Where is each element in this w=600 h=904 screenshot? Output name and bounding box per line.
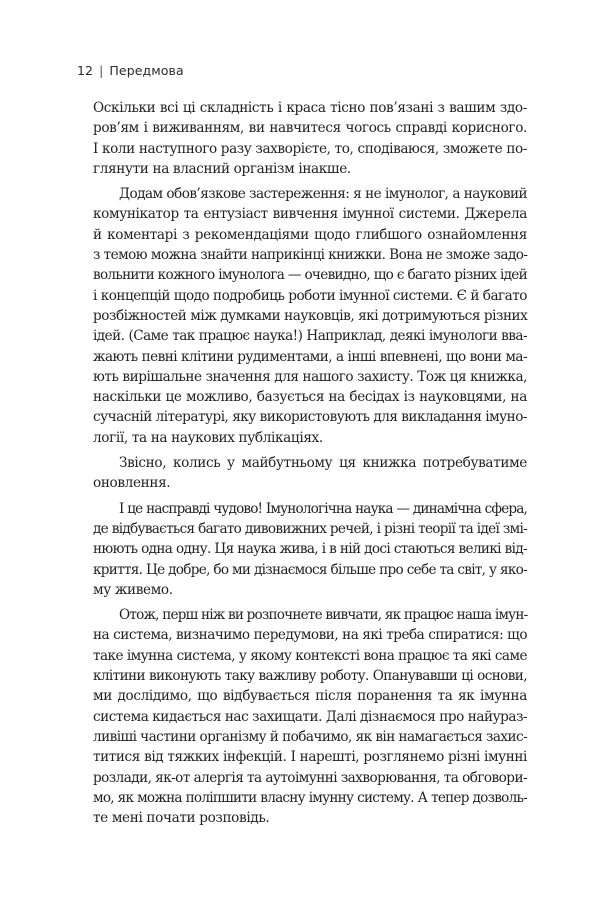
text-line: глянути на власний організм інакше.: [93, 160, 351, 177]
text-line: І це насправді чудово! Імунологічна наука — динамічна сфера,: [119, 500, 527, 517]
text-line: розбіжностей між думками науковців, які дотримуються різних: [93, 307, 528, 324]
text-line: ми дослідимо, що відбувається після поранення та як імунна: [93, 688, 527, 705]
body-text: [93, 98, 527, 833]
section-title: Передмова: [109, 63, 184, 78]
text-line: криття. Це добре, бо ми дізнаємося більше про себе та світ, у яко-: [93, 561, 527, 578]
paragraph: [93, 499, 527, 600]
text-line: вольнити кожного імунолога — очевидно, що є багато різних ідей: [93, 267, 527, 284]
text-line: логії, та на наукових публікаціях.: [93, 429, 323, 446]
text-line: Додам обов’язкове застереження: я не імунолог, а науковий: [119, 186, 527, 203]
text-line: комунікатор та ентузіаст вивчення імунної системи. Джерела: [93, 206, 527, 223]
text-line: мо, як можна поліпшити власну імунну систему. А тепер дозволь-: [93, 789, 527, 806]
text-line: ють вирішальне значення для нашого захисту. Тож ця книжка,: [93, 368, 527, 385]
text-line: й коментарі з рекомендаціями щодо глибшого ознайомлення: [93, 226, 527, 243]
text-line: нюють одна одну. Ця наука жива, і в ній досі стаються великі від-: [93, 541, 527, 558]
text-line: система кидається нас захищати. Далі дізнаємося про найураз-: [93, 708, 528, 725]
text-line: ров’ям і виживанням, ви навчитеся чогось справді корисного.: [93, 120, 527, 137]
text-line: ливіші частини організму й побачимо, як він намагається захис-: [93, 728, 528, 745]
text-line: з темою можна знайти наприкінці книжки. Вона не зможе задо-: [93, 247, 528, 264]
paragraph: [93, 184, 527, 448]
text-line: Оскільки всі ці складність і краса тісно пов’язані з вашим здо-: [93, 100, 527, 116]
text-line: титися від тяжких інфекцій. І нарешті, розглянемо різні імунні: [93, 749, 527, 766]
text-line: розлади, як-от алергія та аутоімунні захворювання, та обговори-: [93, 769, 527, 786]
text-line: Звісно, колись у майбутньому ця книжка потребуватиме: [119, 455, 527, 472]
paragraph: [93, 453, 527, 494]
text-line: наскільки це можливо, базується на бесідах із науковцями, на: [93, 389, 527, 406]
text-line: Отож, перш ніж ви розпочнете вивчати, як працює наша імун-: [119, 607, 528, 624]
text-line: і концепцій щодо подробиць роботи імунної системи. Є й багато: [93, 287, 527, 304]
text-line: таке імунна система, у якому контексті вона працює та які саме: [93, 647, 527, 664]
running-head: [77, 63, 184, 78]
header-separator: |: [99, 63, 104, 78]
text-line: жають певні клітини рудиментами, а інші впевнені, що вони ма-: [93, 348, 527, 365]
text-line: сучасній літературі, яку використовують для викладання імуно-: [93, 409, 527, 426]
text-line: де відбувається багато дивовижних речей, і різні теорії та ідеї змі-: [93, 520, 527, 537]
text-line: му живемо.: [93, 581, 173, 598]
paragraph: [93, 98, 527, 179]
text-line: оновлення.: [93, 475, 171, 492]
page-number: 12: [77, 63, 94, 78]
text-line: те мені почати розповідь.: [93, 810, 270, 827]
paragraph: [93, 605, 527, 828]
text-line: ідей. (Саме так працює наука!) Наприклад, деякі імунологи вва-: [93, 328, 527, 345]
text-line: І коли наступного разу захворієте, то, сподіваюся, зможете по-: [93, 140, 527, 157]
text-line: клітини виконують таку важливу роботу. Опанувавши ці основи,: [93, 668, 527, 685]
text-line: на система, визначимо передумови, на які треба спиратися: що: [93, 627, 527, 644]
